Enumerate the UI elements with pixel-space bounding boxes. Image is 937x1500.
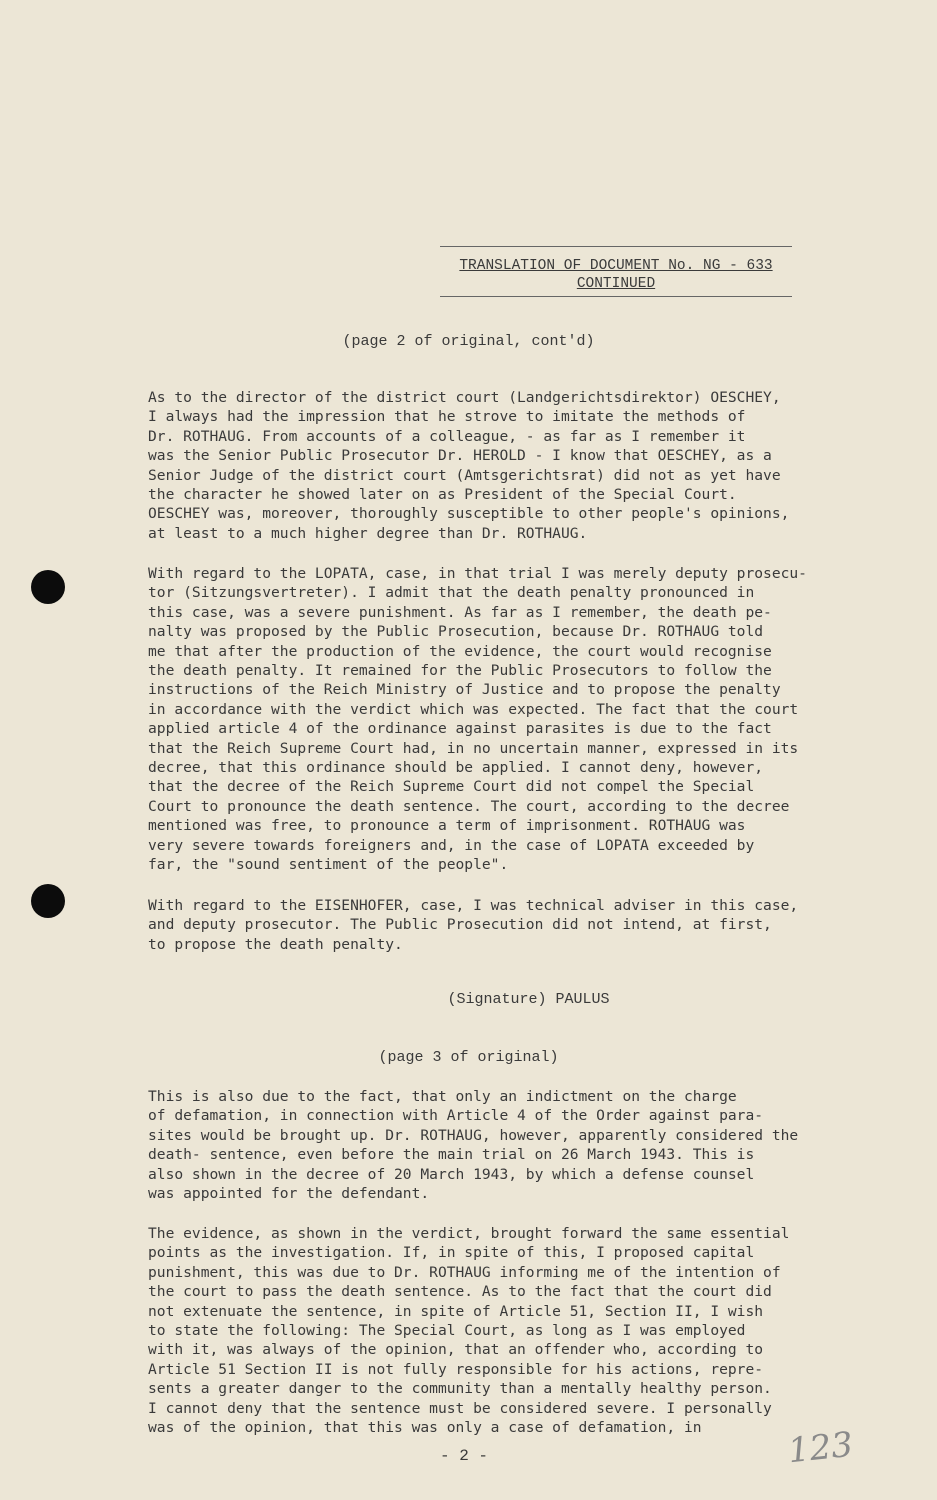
signature-line: (Signature) PAULUS [447, 991, 610, 1008]
paragraph-oeschey: As to the director of the district court (Landgerichtsdirektor) OESCHEY, I always had the impression that he strove to imitate the methods of Dr. ROTHAUG. From accounts of a colleague, - as far as I remember it was the Senior Public Prosecutor Dr. HEROLD - I know that OESCHEY, as a Senior Judge of the district court (Amtsgerichtsrat) did not as yet have the character he showed later on as President of the Special Court. OESCHEY was, moreover, thoroughly susceptible to other people's opinions, at least to a much higher degree than Dr. ROTHAUG. [148, 389, 790, 542]
document-header [440, 246, 792, 297]
punch-hole-top [31, 570, 65, 604]
handwritten-folio-number: 123 [786, 1424, 855, 1472]
paragraph-eisenhofer: With regard to the EISENHOFER, case, I was technical adviser in this case, and deputy prosecutor. The Public Prosecution did not intend, at first, to propose the death penalty. [148, 897, 799, 953]
header-subtitle: CONTINUED [576, 276, 656, 292]
paragraph-defamation: This is also due to the fact, that only an indictment on the charge of defamation, in connection with Article 4 of the Order against para- sites would be brought up. Dr. ROTHAUG, however, apparently considered the death- sentence, even before the main trial on 26 March 1943. This is also shown in the decree of 20 March 1943, by which a defense counsel was appointed for the defendant. [148, 1088, 799, 1203]
page-number: - 2 - [440, 1447, 489, 1465]
header-title: TRANSLATION OF DOCUMENT No. NG - 633 [459, 258, 773, 274]
paragraph-lopata: With regard to the LOPATA, case, in that trial I was merely deputy prosecu- tor (Sitzungsvertreter). I admit that the death penalty pronounced in this case, was a severe punishment. As far as I remember, the death pe- nalty was proposed by the Public Prosecution, because Dr. ROTHAUG told me that after the production of the evidence, the court would recognise the death penalty. It remained for the Public Prosecutors to follow the instructions of the Reich Ministry of Justice and to propose the penalty in accordance with the verdict which was expected. The fact that the court applied article 4 of the ordinance against parasites is due to the fact that the Reich Supreme Court had, in no uncertain manner, expressed in its decree, that this ordinance should be applied. I cannot deny, however, that the decree of the Reich Supreme Court did not compel the Special Court to pronounce the death sentence. The court, according to the decree mentioned was free, to pronounce a term of imprisonment. ROTHAUG was very severe towards foreigners and, in the case of LOPATA exceeded by far, the "sound sentiment of the people". [148, 565, 807, 874]
punch-hole-bottom [31, 884, 65, 918]
paragraph-evidence: The evidence, as shown in the verdict, brought forward the same essential points as the investigation. If, in spite of this, I proposed capital punishment, this was due to Dr. ROTHAUG informing me of the intention of the court to pass the death sentence. As to the fact that the court did not extenuate the sentence, in spite of Article 51, Section II, I wish to state the following: The Special Court, as long as I was employed with it, was always of the opinion, that an offender who, according to Article 51 Section II is not fully responsible for his actions, repre- sents a greater danger to the community than a mentally healthy person. I cannot deny that the sentence must be considered severe. I personally was of the opinion, that this was only a case of defamation, in [148, 1225, 790, 1437]
page3-heading: (page 3 of original) [378, 1049, 559, 1066]
page2-heading: (page 2 of original, cont'd) [342, 333, 595, 350]
